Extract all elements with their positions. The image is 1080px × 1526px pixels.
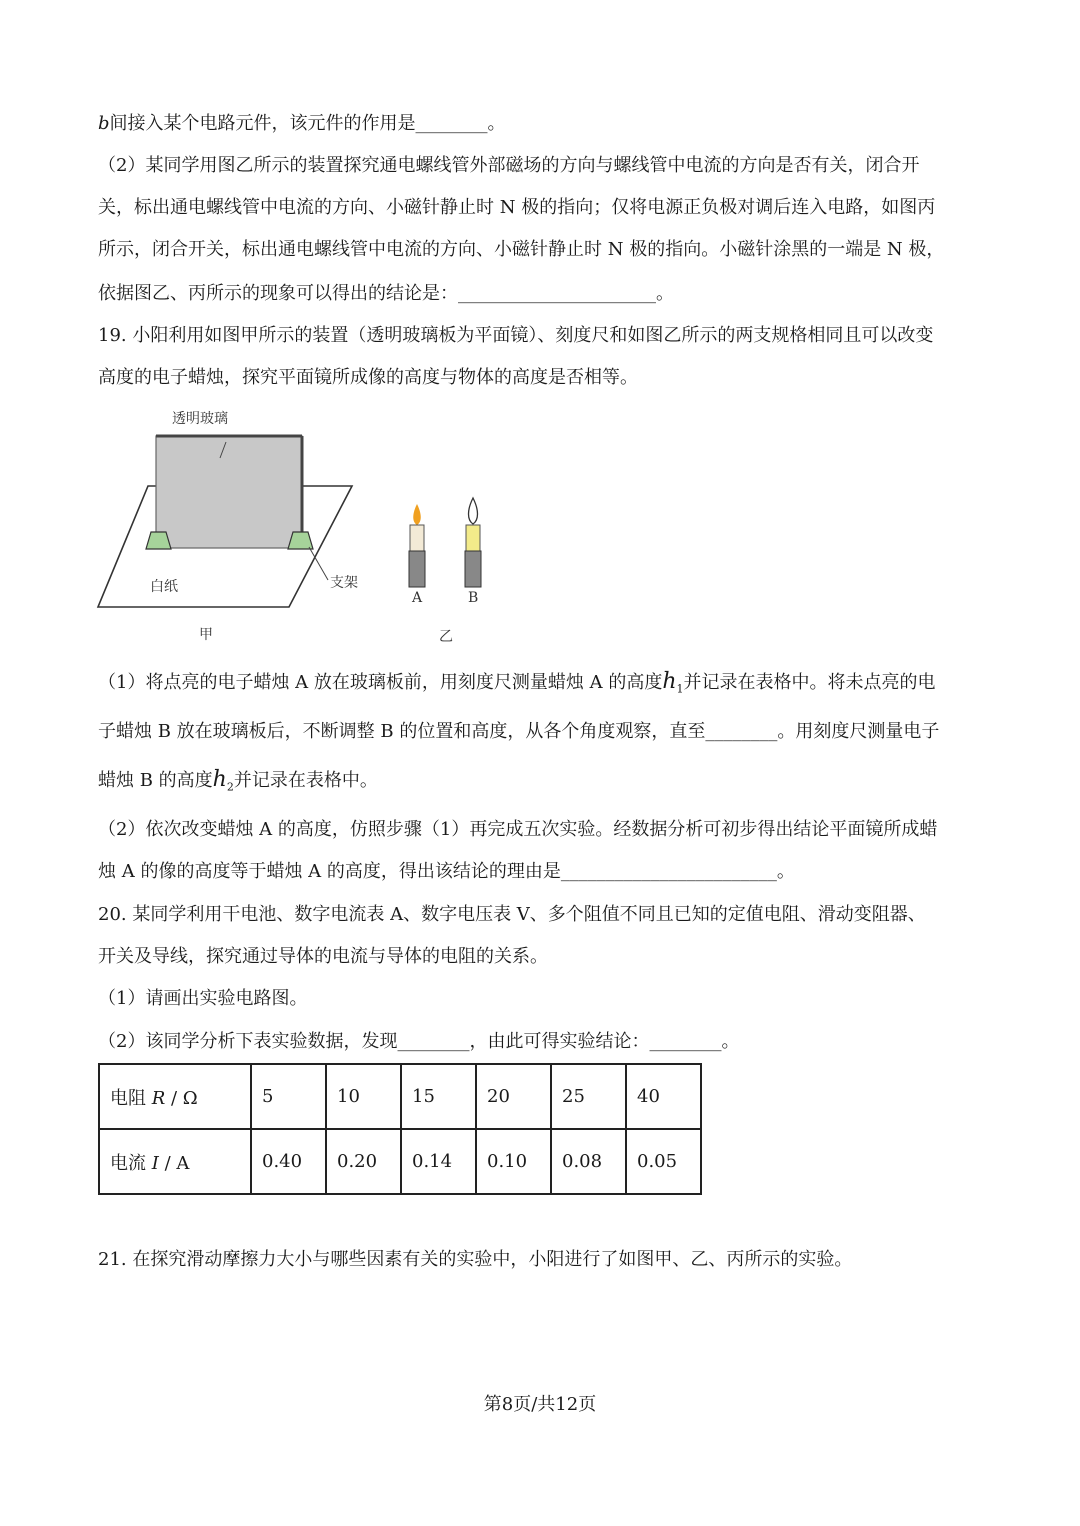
table-cell: 15 (401, 1064, 476, 1129)
figure-jia-caption: 甲 (199, 627, 213, 643)
question-21: 21. 在探究滑动摩擦力大小与哪些因素有关的实验中，小阳进行了如图甲、乙、丙所示的实验。 (98, 1249, 853, 1270)
table-cell: 0.20 (326, 1129, 401, 1194)
table-cell: 0.40 (251, 1129, 326, 1194)
figure-yi (400, 494, 490, 594)
q19-part1-line-3 (98, 768, 378, 800)
table-cell: 0.14 (401, 1129, 476, 1194)
q19-part1-text-b: 并记录在表格中。将未点亮的电 (683, 672, 936, 693)
text-line-3: 关，标出通电螺线管中电流的方向、小磁针静止时 N 极的指向；仅将电源正负极对调后连入电路，如图丙 (98, 197, 936, 218)
candle-b-wick-outline (469, 498, 478, 524)
q19-part1-text-c: 蜡烛 B 的高度 (98, 770, 213, 791)
stand-label: 支架 (330, 575, 358, 591)
table-cell: 40 (626, 1064, 701, 1129)
text-line-2: （2）某同学用图乙所示的装置探究通电螺线管外部磁场的方向与螺线管中电流的方向是否有关，闭合开 (98, 155, 920, 176)
candle-b-body (466, 525, 480, 551)
stand-right (288, 532, 313, 549)
text-line-4: 所示，闭合开关，标出通电螺线管中电流的方向、小磁针静止时 N 极的指向。小磁针涂黑的一端是 N 极， (98, 239, 945, 260)
var-h2-sub: 2 (226, 780, 234, 794)
table-cell: 0.10 (476, 1129, 551, 1194)
q19-part2-line-2: 烛 A 的像的高度等于蜡烛 A 的高度，得出该结论的理由是________________________。 (98, 861, 795, 882)
table-cell: 10 (326, 1064, 401, 1129)
data-table (98, 1063, 702, 1195)
table-row-current (99, 1129, 701, 1194)
var-h1: h (662, 669, 677, 694)
figure-yi-caption: 乙 (439, 629, 453, 645)
q19-part1-line-2: 子蜡烛 B 放在玻璃板后，不断调整 B 的位置和高度，从各个角度观察，直至________。用刻度尺测量电子 (98, 721, 940, 742)
candle-a-label: A (412, 590, 423, 606)
question-19-line-2: 高度的电子蜡烛，探究平面镜所成像的高度与物体的高度是否相等。 (98, 367, 638, 388)
table-header-resistance: 电阻 R / Ω (99, 1064, 251, 1129)
glass-pane (156, 436, 302, 548)
table-cell: 5 (251, 1064, 326, 1129)
q19-part2-line-1: （2）依次改变蜡烛 A 的高度，仿照步骤（1）再完成五次实验。经数据分析可初步得出结论平面镜所成蜡 (98, 819, 938, 840)
question-20-line-2: 开关及导线，探究通过导体的电流与导体的电阻的关系。 (98, 946, 548, 967)
table-cell: 20 (476, 1064, 551, 1129)
paper-label: 白纸 (150, 579, 178, 595)
page-footer: 第8页/共12页 (483, 1394, 597, 1415)
var-h1-sub: 1 (676, 682, 684, 696)
text-line-1 (98, 112, 506, 136)
table-row-resistance (99, 1064, 701, 1129)
candle-a-base (409, 551, 425, 587)
q20-part1: （1）请画出实验电路图。 (98, 988, 308, 1009)
q19-part1-text-a: （1）将点亮的电子蜡烛 A 放在玻璃板前，用刻度尺测量蜡烛 A 的高度 (98, 672, 663, 693)
candle-a-body (410, 525, 424, 551)
figure-jia (96, 400, 366, 650)
table-cell: 0.05 (626, 1129, 701, 1194)
q19-part1-line-1 (98, 670, 936, 702)
table-cell: 25 (551, 1064, 626, 1129)
text-line-1-rest: 间接入某个电路元件，该元件的作用是________。 (109, 113, 506, 134)
candle-a-flame (413, 504, 421, 525)
question-19-line-1: 19. 小阳利用如图甲所示的装置（透明玻璃板为平面镜）、刻度尺和如图乙所示的两支规格相同且可以改变 (98, 325, 934, 346)
q19-part1-text-d: 并记录在表格中。 (233, 770, 378, 791)
text-line-5: 依据图乙、丙所示的现象可以得出的结论是：______________________。 (98, 283, 674, 304)
glass-label: 透明玻璃 (172, 411, 228, 427)
table-cell: 0.08 (551, 1129, 626, 1194)
q20-part2: （2）该同学分析下表实验数据，发现________，由此可得实验结论：________。 (98, 1031, 740, 1052)
table-header-current: 电流 I / A (99, 1129, 251, 1194)
candle-b-label: B (468, 590, 479, 606)
var-b: b (98, 113, 110, 134)
candle-b-base (465, 551, 481, 587)
var-h2: h (212, 767, 227, 792)
question-20-line-1: 20. 某同学利用干电池、数字电流表 A、数字电压表 V、多个阻值不同且已知的定值电阻、滑动变阻器、 (98, 904, 926, 925)
stand-left (146, 532, 171, 549)
